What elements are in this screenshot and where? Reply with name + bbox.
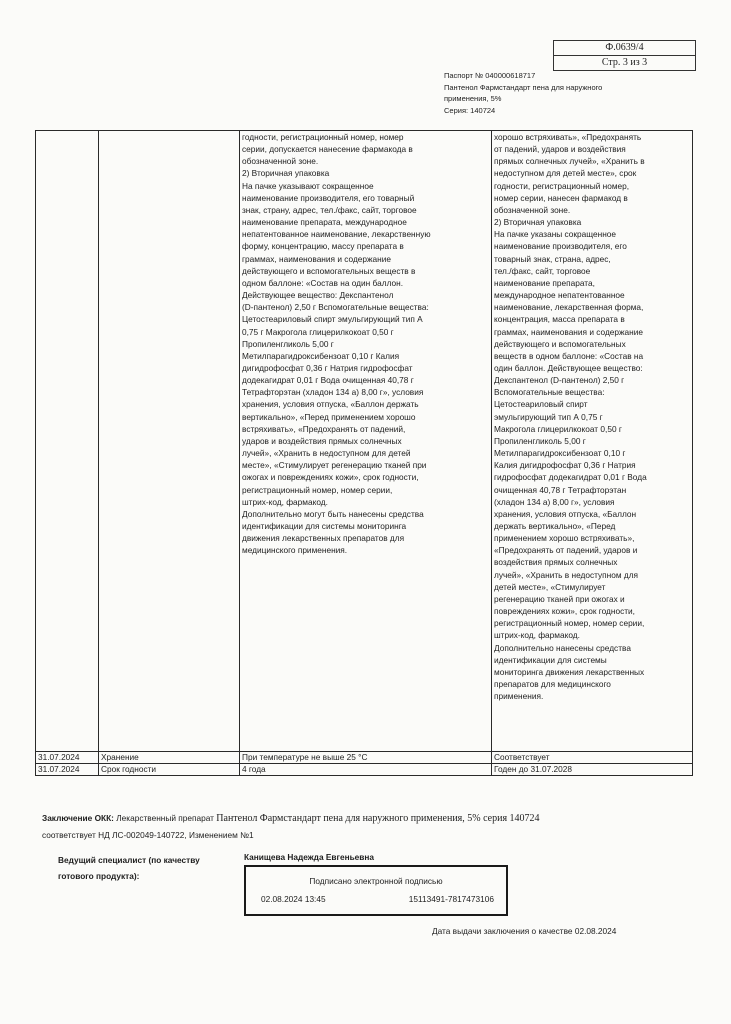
result-text-line: применением хорошо встряхивать», xyxy=(494,533,635,544)
electronic-signature-stamp xyxy=(244,865,508,916)
quality-table xyxy=(35,130,693,776)
result-text-line: тел./факс, сайт, торговое xyxy=(494,265,591,276)
requirement-text-line: форму, концентрацию, массу препарата в xyxy=(242,241,404,252)
result-text-line: Пропиленгликоль 5,00 г xyxy=(494,435,586,446)
result-text-line: эмульгирующий тип А 0,75 г xyxy=(494,411,603,422)
issue-date-line xyxy=(432,926,616,936)
requirement-text-line: идентификации для системы мониторинга xyxy=(242,521,407,531)
result-text-line: наименование препарата, xyxy=(494,277,595,288)
result-text-line: товарный знак, страна, адрес, xyxy=(494,253,611,264)
result-text-line: Декспантенол (D-пантенол) 2,50 г xyxy=(494,375,625,386)
result-text-line: повреждениях кожи», срок годности, xyxy=(494,606,635,617)
requirement-text-line: наименование производителя, его товарный xyxy=(242,192,415,203)
result-text-line: гидрофосфат додекагидрат 0,01 г Вода xyxy=(494,472,647,483)
result-text-line: очищенная 40,78 г Тетрафторэтан xyxy=(494,484,627,495)
requirement-text-line: Тетрафторэтан (хладон 134 а) 8,00 г», условия xyxy=(242,387,424,398)
result-text-line: Калия дигидрофосфат 0,36 г Натрия xyxy=(494,460,636,471)
requirement-text-line: движения лекарственных препаратов для xyxy=(242,533,405,544)
requirement-text-line: Цетостеариловый спирт эмульгирующий тип А xyxy=(242,314,423,325)
result-text-line: мониторинга движения лекарственных xyxy=(494,666,645,677)
result-text-line: «Предохранять от падений, ударов и xyxy=(494,545,638,556)
requirement-text-line: Пропиленгликоль 5,00 г xyxy=(242,338,334,349)
requirement-text-line: регистрационный номер, номер серии, xyxy=(242,484,393,495)
conclusion-prefix: Лекарственный препарат xyxy=(116,813,214,823)
requirement-text-line: ожогах и повреждениях кожи», срок годности, xyxy=(242,472,419,483)
form-code: Ф.0639/4 xyxy=(605,42,644,53)
requirement-text-line: 0,75 г Макрогола глицерилкокоат 0,50 г xyxy=(242,326,394,337)
requirement-text-line: непатентованное наименование, лекарственную xyxy=(242,229,431,240)
product-name-line2: применения, 5% xyxy=(444,94,502,103)
result-text-line: действующего и вспомогательных xyxy=(494,338,626,349)
table-row xyxy=(36,764,693,776)
result-text-line: обозначенной зоне. xyxy=(494,204,571,215)
requirement-text-line: месте», «Стимулирует регенерацию тканей при xyxy=(242,460,427,471)
result-text-line: концентрация, масса препарата в xyxy=(494,314,625,325)
issue-date-label: Дата выдачи заключения о качестве xyxy=(432,926,573,936)
passport-header xyxy=(444,70,602,116)
requirement-text-line: ударов и воздействия прямых солнечных xyxy=(242,435,402,446)
conclusion-line1 xyxy=(42,810,692,827)
requirement-text-line: одном баллоне: «Состав на один баллон. xyxy=(242,277,404,288)
result-text-line: применения. xyxy=(494,691,544,702)
requirement-text-line: Метилпарагидроксибензоат 0,10 г Калия xyxy=(242,350,400,361)
result-text-line: штрих-код, фармакод. xyxy=(494,630,580,641)
conclusion-line2: соответствует НД ЛС-002049-140722, Изменением №1 xyxy=(42,830,254,840)
result-text-line: номер серии, нанесен фармакод в xyxy=(494,192,628,203)
requirement-text-line: Действующее вещество: Декспантенол xyxy=(242,290,394,301)
requirement-text-line: Дополнительно могут быть нанесены средства xyxy=(242,508,424,519)
result-text-line: идентификации для системы xyxy=(494,654,607,665)
requirement-cell: 4 года xyxy=(240,764,492,776)
result-text-line: регистрационный номер, номер серии, xyxy=(494,618,645,629)
requirement-text-line: годности, регистрационный номер, номер xyxy=(242,132,404,142)
specialist-label-line2: готового продукта): xyxy=(58,871,140,881)
result-cell: Соответствует xyxy=(492,752,693,764)
passport-number: Паспорт № 040000618717 xyxy=(444,71,536,80)
signature-title: Подписано электронной подписью xyxy=(309,876,443,886)
table-row-labeling xyxy=(36,131,693,752)
result-text-line: хранения, условия отпуска, «Баллон xyxy=(494,508,637,519)
requirement-text-line: хранения, условия отпуска, «Баллон держать xyxy=(242,399,419,410)
date-cell: 31.07.2024 xyxy=(36,752,99,764)
result-text-line: Вспомогательные вещества: xyxy=(494,387,605,398)
result-text-line: Макрогола глицерилкокоат 0,50 г xyxy=(494,423,622,434)
form-number-box xyxy=(553,40,696,71)
date-cell: 31.07.2024 xyxy=(36,764,99,776)
signature-datetime: 02.08.2024 13:45 xyxy=(261,894,326,904)
requirement-text-line: вертикально», «Перед применением хорошо xyxy=(242,411,416,422)
result-text-line: препаратов для медицинского xyxy=(494,679,611,690)
indicator-cell: Срок годности xyxy=(99,764,240,776)
result-text-line: один баллон. Действующее вещество: xyxy=(494,362,643,373)
result-text-line: воздействия прямых солнечных xyxy=(494,557,618,568)
requirement-text-line: додекагидрат 0,01 г Вода очищенная 40,78 г xyxy=(242,375,414,386)
requirement-text-line: действующего и вспомогательных веществ в xyxy=(242,265,416,276)
result-text-line: от падений, ударов и воздействия xyxy=(494,144,626,155)
series-number: Серия: 140724 xyxy=(444,105,496,115)
specialist-label-line1: Ведущий специалист (по качеству xyxy=(58,855,200,865)
product-name-line1: Пантенол Фармстандарт пена для наружного xyxy=(444,82,603,92)
result-text-line: граммах, наименования и содержание xyxy=(494,326,644,337)
requirement-text-line: встряхивать», «Предохранять от падений, xyxy=(242,423,406,434)
result-text-line: Метилпарагидроксибензоат 0,10 г xyxy=(494,448,626,459)
requirement-cell: При температуре не выше 25 °С xyxy=(240,752,492,764)
requirement-text-line: серии, допускается нанесение фармакода в xyxy=(242,144,413,155)
indicator-cell: Хранение xyxy=(99,752,240,764)
result-text-line: годности, регистрационный номер, xyxy=(494,180,630,191)
requirement-text-line: лучей», «Хранить в недоступном для детей xyxy=(242,448,411,459)
result-text-line: недоступном для детей месте», срок xyxy=(494,168,637,179)
result-text-line: детей месте», «Стимулирует xyxy=(494,581,606,592)
requirement-text-line: 2) Вторичная упаковка xyxy=(242,168,330,179)
requirement-text-line: знак, страну, адрес, тел./факс, сайт, торговое xyxy=(242,204,417,215)
conclusion-block xyxy=(42,810,692,843)
result-text-line: держать вертикально», «Перед xyxy=(494,521,616,531)
result-text-line: 2) Вторичная упаковка xyxy=(494,217,582,228)
requirement-text-line: дигидрофосфат 0,36 г Натрия гидрофосфат xyxy=(242,362,413,373)
result-text-line: регенерацию тканей при ожогах и xyxy=(494,593,625,604)
result-text-line: международное непатентованное xyxy=(494,290,625,301)
requirement-text-line: На пачке указывают сокращенное xyxy=(242,180,374,191)
result-text-line: (хладон 134 а) 8,00 г», условия xyxy=(494,496,615,507)
signature-id: 15113491-7817473106 xyxy=(408,894,494,904)
result-text-line: веществ в одном баллоне: «Состав на xyxy=(494,350,644,361)
requirement-cell xyxy=(240,131,492,752)
date-cell xyxy=(36,131,99,752)
result-text-line: хорошо встряхивать», «Предохранять xyxy=(494,132,642,142)
result-text-line: наименование, лекарственная форма, xyxy=(494,302,644,313)
requirement-text-line: штрих-код, фармакод. xyxy=(242,496,328,507)
issue-date-value: 02.08.2024 xyxy=(574,926,617,936)
result-cell xyxy=(492,131,693,752)
requirement-text-line: граммах, наименования и содержание xyxy=(242,253,392,264)
result-text-line: Цетостеариловый спирт xyxy=(494,399,588,410)
specialist-name: Канищева Надежда Евгеньевна xyxy=(244,852,375,862)
result-text-line: лучей», «Хранить в недоступном для xyxy=(494,569,639,580)
requirement-text-line: наименование препарата, международное xyxy=(242,217,407,228)
indicator-cell xyxy=(99,131,240,752)
specialist-label xyxy=(58,852,200,884)
requirement-text-line: обозначенной зоне. xyxy=(242,156,319,167)
requirement-text-line: медицинского применения. xyxy=(242,545,348,556)
table-row xyxy=(36,752,693,764)
conclusion-label: Заключение ОКК: xyxy=(42,813,114,823)
result-text-line: На пачке указаны сокращенное xyxy=(494,229,617,240)
requirement-text-line: (D-пантенол) 2,50 г Вспомогательные вещества: xyxy=(242,302,429,313)
result-text-line: прямых солнечных лучей», «Хранить в xyxy=(494,156,645,167)
result-text-line: наименование производителя, его xyxy=(494,241,627,252)
result-text-line: Дополнительно нанесены средства xyxy=(494,642,631,653)
conclusion-product: Пантенол Фармстандарт пена для наружного применения, 5% серия 140724 xyxy=(216,813,540,824)
result-cell: Годен до 31.07.2028 xyxy=(492,764,693,776)
page-counter: Стр. 3 из 3 xyxy=(554,55,695,70)
